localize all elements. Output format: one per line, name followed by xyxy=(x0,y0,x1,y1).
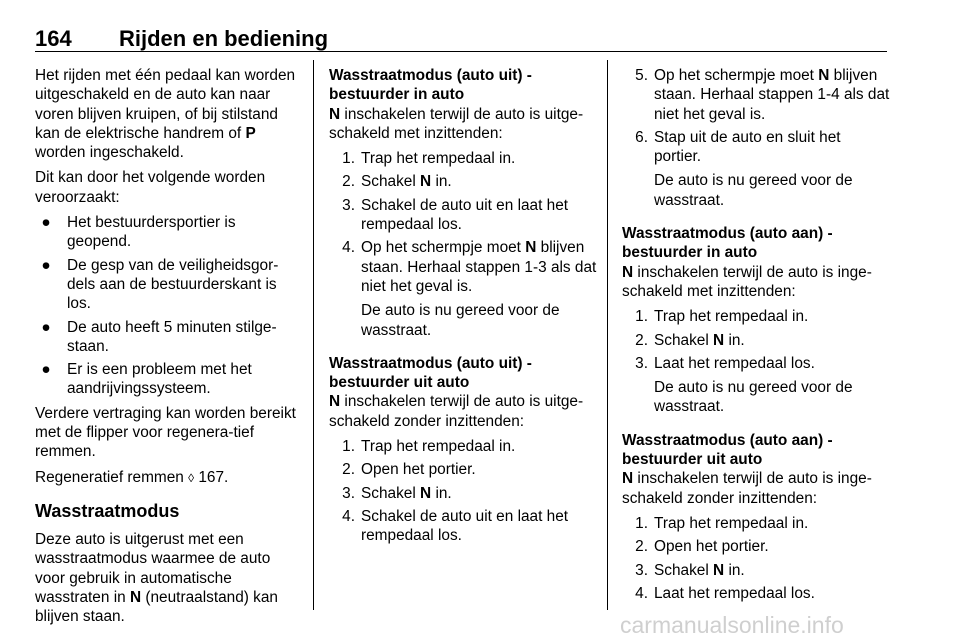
bullet-icon: ● xyxy=(41,318,51,336)
list-item: 4. Schakel de auto uit en laat het rempedaal los. xyxy=(342,507,569,545)
page-title: Rijden en bediening xyxy=(119,26,329,51)
column-2 xyxy=(329,66,597,551)
subsection-title: Wasstraatmodus (auto aan) - bestuurder in auto xyxy=(622,225,833,262)
list-item: 1. Trap het rempedaal in. xyxy=(342,150,516,168)
watermark: carmanualsonline.info xyxy=(620,612,844,638)
paragraph: Het rijden met één pedaal kan worden uitgeschakeld en de auto kan naar voren blijven kruipen, of bij stilstand kan de elektrische handrem of P worden ingeschakeld. xyxy=(35,67,296,162)
column-divider-2 xyxy=(607,60,608,610)
bullet-icon: ● xyxy=(41,256,51,274)
list-item: 2. Schakel N in. xyxy=(635,331,745,349)
step-note: De auto is nu gereed voor de wasstraat. xyxy=(654,172,853,209)
step-list xyxy=(622,66,890,166)
column-divider-1 xyxy=(313,60,314,610)
list-item: 4. Op het schermpje moet N blijven staan. Herhaal stappen 1-3 als dat niet het geval is. xyxy=(342,239,597,295)
cross-reference[interactable]: Regeneratief remmen ◊ 167. xyxy=(35,468,229,486)
reference-arrow-icon: ◊ xyxy=(188,470,195,485)
list-item: 1. Trap het rempedaal in. xyxy=(342,438,516,456)
column-1 xyxy=(35,66,303,632)
list-item: 4. Laat het rempedaal los. xyxy=(635,584,815,602)
paragraph: Verdere vertraging kan worden bereikt met de flipper voor regenera-tief remmen. xyxy=(35,404,296,461)
list-item: 5. Op het schermpje moet N blijven staan. Herhaal stappen 1-4 als dat niet het geval is. xyxy=(635,67,890,123)
list-item: 6. Stap uit de auto en sluit het portier. xyxy=(635,128,841,166)
list-item: ● Het bestuurdersportier is geopend. xyxy=(35,213,303,252)
paragraph: Dit kan door het volgende worden veroorzaakt: xyxy=(35,169,266,206)
bullet-list xyxy=(35,213,303,399)
list-item: 3. Laat het rempedaal los. xyxy=(635,354,815,372)
list-item: 3. Schakel N in. xyxy=(635,561,745,579)
step-list xyxy=(329,437,597,545)
page-number: 164 xyxy=(35,26,72,51)
step-list xyxy=(329,149,597,296)
step-note: De auto is nu gereed voor de wasstraat. xyxy=(654,379,853,416)
section-heading: Wasstraatmodus xyxy=(35,500,180,521)
column-3 xyxy=(622,66,890,608)
list-item: 2. Schakel N in. xyxy=(342,173,452,191)
list-item: 1. Trap het rempedaal in. xyxy=(635,514,809,532)
list-item: ● De gesp van de veiligheidsgor-dels aan de bestuurderskant is los. xyxy=(35,256,303,314)
list-item: 2. Open het portier. xyxy=(635,538,769,556)
paragraph: N inschakelen terwijl de auto is uitge-schakeld zonder inzittenden: xyxy=(329,393,584,430)
step-note: De auto is nu gereed voor de wasstraat. xyxy=(361,302,560,339)
subsection-title: Wasstraatmodus (auto aan) - bestuurder uit auto xyxy=(622,431,833,469)
step-list xyxy=(622,307,890,373)
paragraph: N inschakelen terwijl de auto is inge-schakeld zonder inzittenden: xyxy=(622,470,872,507)
paragraph: Deze auto is uitgerust met een wasstraatmodus waarmee de auto voor gebruik in automatische wasstraten in N (neutraalstand) kan blijven staan. xyxy=(35,530,278,626)
list-item: ● Er is een probleem met het aandrijvingssysteem. xyxy=(35,360,303,399)
list-item: 3. Schakel N in. xyxy=(342,484,452,502)
bullet-icon: ● xyxy=(41,361,51,379)
subsection-title: Wasstraatmodus (auto uit) - bestuurder in auto xyxy=(329,67,532,104)
step-list xyxy=(622,514,890,603)
list-item: 3. Schakel de auto uit en laat het rempedaal los. xyxy=(342,196,569,234)
paragraph: N inschakelen terwijl de auto is inge-schakeld met inzittenden: xyxy=(622,263,872,300)
list-item: 2. Open het portier. xyxy=(342,461,476,479)
list-item: ● De auto heeft 5 minuten stilge-staan. xyxy=(35,318,303,357)
paragraph: N inschakelen terwijl de auto is uitge-schakeld met inzittenden: xyxy=(329,105,584,142)
page-header xyxy=(35,26,887,52)
header-rule xyxy=(35,51,887,52)
subsection-title: Wasstraatmodus (auto uit) - bestuurder uit auto xyxy=(329,354,532,392)
list-item: 1. Trap het rempedaal in. xyxy=(635,308,809,326)
bullet-icon: ● xyxy=(41,214,51,232)
